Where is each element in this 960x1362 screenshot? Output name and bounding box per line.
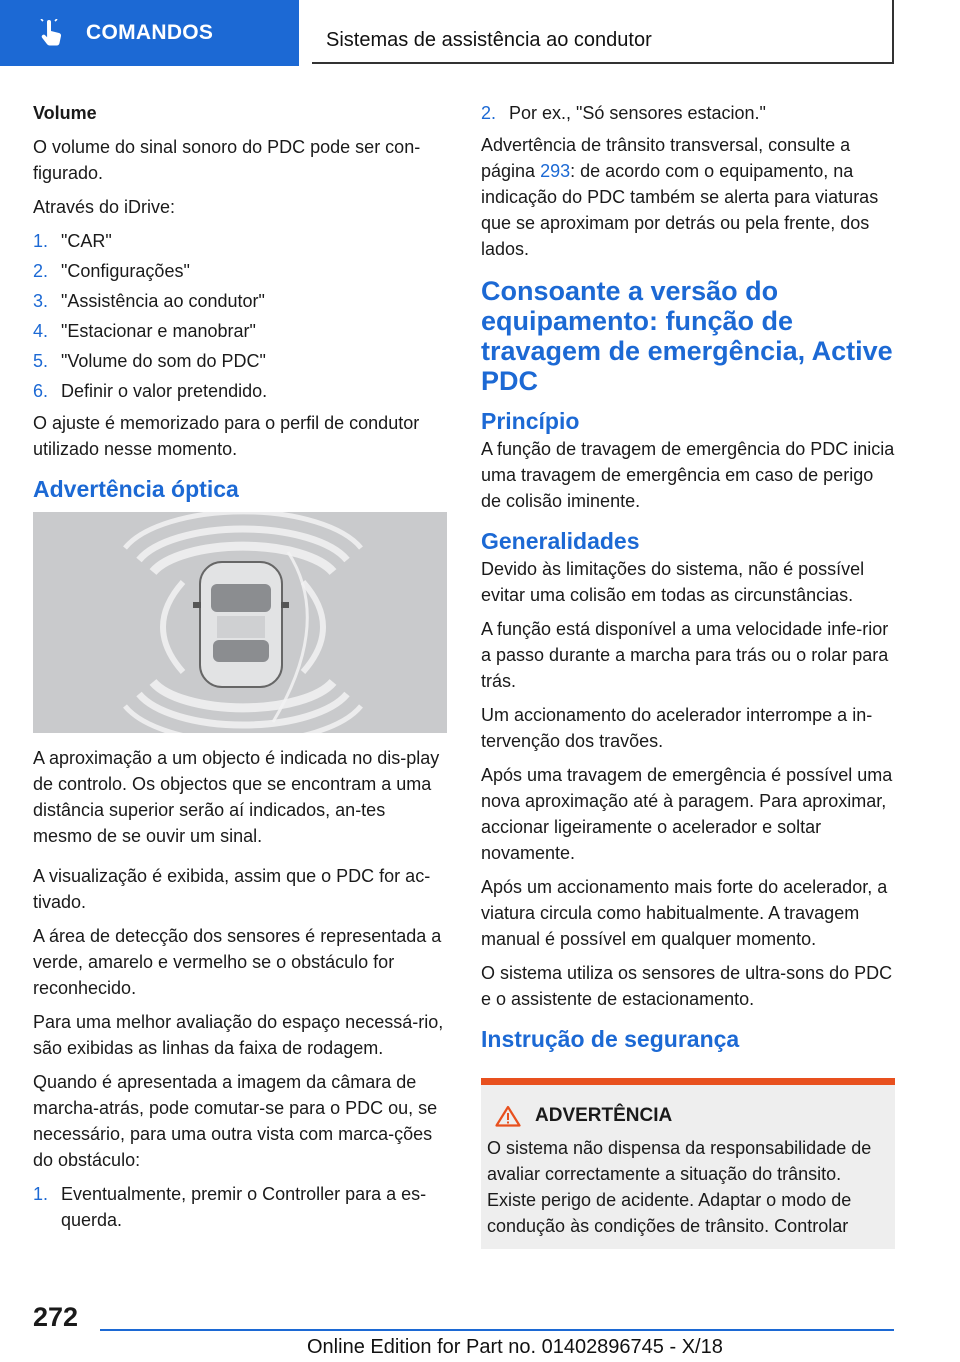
section-tab-label: COMANDOS (86, 21, 214, 44)
chapter-title-box (312, 0, 894, 64)
general-p4: Após uma travagem de emergência é possível uma nova aproximação até à paragem. Para aproximar, accionar ligeiramente o acelerador e soltar novamente. (481, 765, 893, 863)
camera-steps-list-cont (481, 100, 895, 126)
list-item: 1. Eventualmente, premir o Controller para a es-querda. (33, 1184, 427, 1230)
list-item: 6. Definir o valor pretendido. (33, 381, 268, 401)
page-number: 272 (33, 1302, 79, 1332)
warning-triangle-icon (495, 1105, 521, 1127)
general-heading: Generalidades (481, 528, 640, 554)
list-item: 2. "Configurações" (33, 261, 190, 281)
safety-heading: Instrução de segurança (481, 1026, 740, 1052)
left-column (33, 100, 447, 1239)
list-item: 4. "Estacionar e manobrar" (33, 321, 256, 341)
list-item: 1. "CAR" (33, 231, 112, 251)
cross-traffic-text: Advertência de trânsito transversal, consulte a página 293: de acordo com o equipamento, na indicação do PDC também se alerta para viaturas que se aproximam por detrás ou pela frente, dos lados. (481, 135, 879, 259)
optical-p2: A visualização é exibida, assim que o PDC for ac-tivado. (33, 866, 431, 912)
general-p2: A função está disponível a uma velocidade infe-rior a passo durante a marcha para trás ou o rolar para trás. (481, 619, 889, 691)
volume-text: O volume do sinal sonoro do PDC pode ser con-figurado. (33, 137, 421, 183)
idrive-steps-list (33, 228, 447, 404)
optical-p1: A aproximação a um objecto é indicada no dis-play de controlo. Os objectos que se encontram a uma distância superior serão aí indicados, an-tes mesmo de se ouvir um sinal. (33, 748, 440, 846)
page-link[interactable]: 293 (540, 161, 571, 181)
optical-p3: A área de detecção dos sensores é representada a verde, amarelo e vermelho se o obstáculo for reconhecido. (33, 926, 442, 998)
list-item: 3. "Assistência ao condutor" (33, 291, 265, 311)
general-p1: Devido às limitações do sistema, não é possível evitar uma colisão em todas as circunstâncias. (481, 559, 865, 605)
chapter-title: Sistemas de assistência ao condutor (326, 29, 652, 51)
list-item: 2. Por ex., "Só sensores estacion." (481, 103, 766, 123)
right-column (481, 100, 895, 1249)
footer-edition: Online Edition for Part no. 01402896745 - X/18 (307, 1336, 723, 1358)
main-section-heading: Consoante a versão do equipamento: função de travagem de emergência, Active PDC (481, 276, 893, 396)
footer-divider (100, 1329, 894, 1331)
via-idrive-text: Através do iDrive: (33, 197, 176, 217)
pdc-display-image (33, 512, 447, 733)
optical-p5: Quando é apresentada a imagem da câmara de marcha-atrás, pode comutar-se para o PDC ou, se necessário, para uma outra vista com marca-ções do obstáculo: (33, 1072, 438, 1170)
optical-warning-heading: Advertência óptica (33, 476, 239, 502)
warning-text: O sistema não dispensa da responsabilidade de avaliar correctamente a situação do trânsito. Existe perigo de acidente. Adaptar o modo de condução às condições de trânsito. Controlar (487, 1138, 872, 1236)
volume-heading: Volume (33, 103, 97, 123)
general-p6: O sistema utiliza os sensores de ultra-sons do PDC e o assistente de estacionamento. (481, 963, 893, 1009)
warning-box (481, 1078, 895, 1249)
general-p3: Um accionamento do acelerador interrompe a in-tervenção dos travões. (481, 705, 873, 751)
warning-title: ADVERTÊNCIA (535, 1105, 673, 1126)
optical-p4: Para uma melhor avaliação do espaço necessá-rio, são exibidas as linhas da faixa de rodagem. (33, 1012, 444, 1058)
list-item: 5. "Volume do som do PDC" (33, 351, 266, 371)
car-icon (193, 562, 289, 687)
setting-saved-text: O ajuste é memorizado para o perfil de condutor utilizado nesse momento. (33, 413, 420, 459)
camera-steps-list (33, 1181, 447, 1233)
principle-heading: Princípio (481, 408, 580, 434)
principle-text: A função de travagem de emergência do PDC inicia uma travagem de emergência em caso de perigo de colisão iminente. (481, 439, 895, 511)
section-tab[interactable] (0, 0, 299, 66)
warning-title-row (495, 1103, 889, 1129)
general-p5: Após um accionamento mais forte do acelerador, a viatura circula como habitualmente. A travagem manual é possível em qualquer momento. (481, 877, 888, 949)
touch-hand-icon (38, 19, 66, 47)
